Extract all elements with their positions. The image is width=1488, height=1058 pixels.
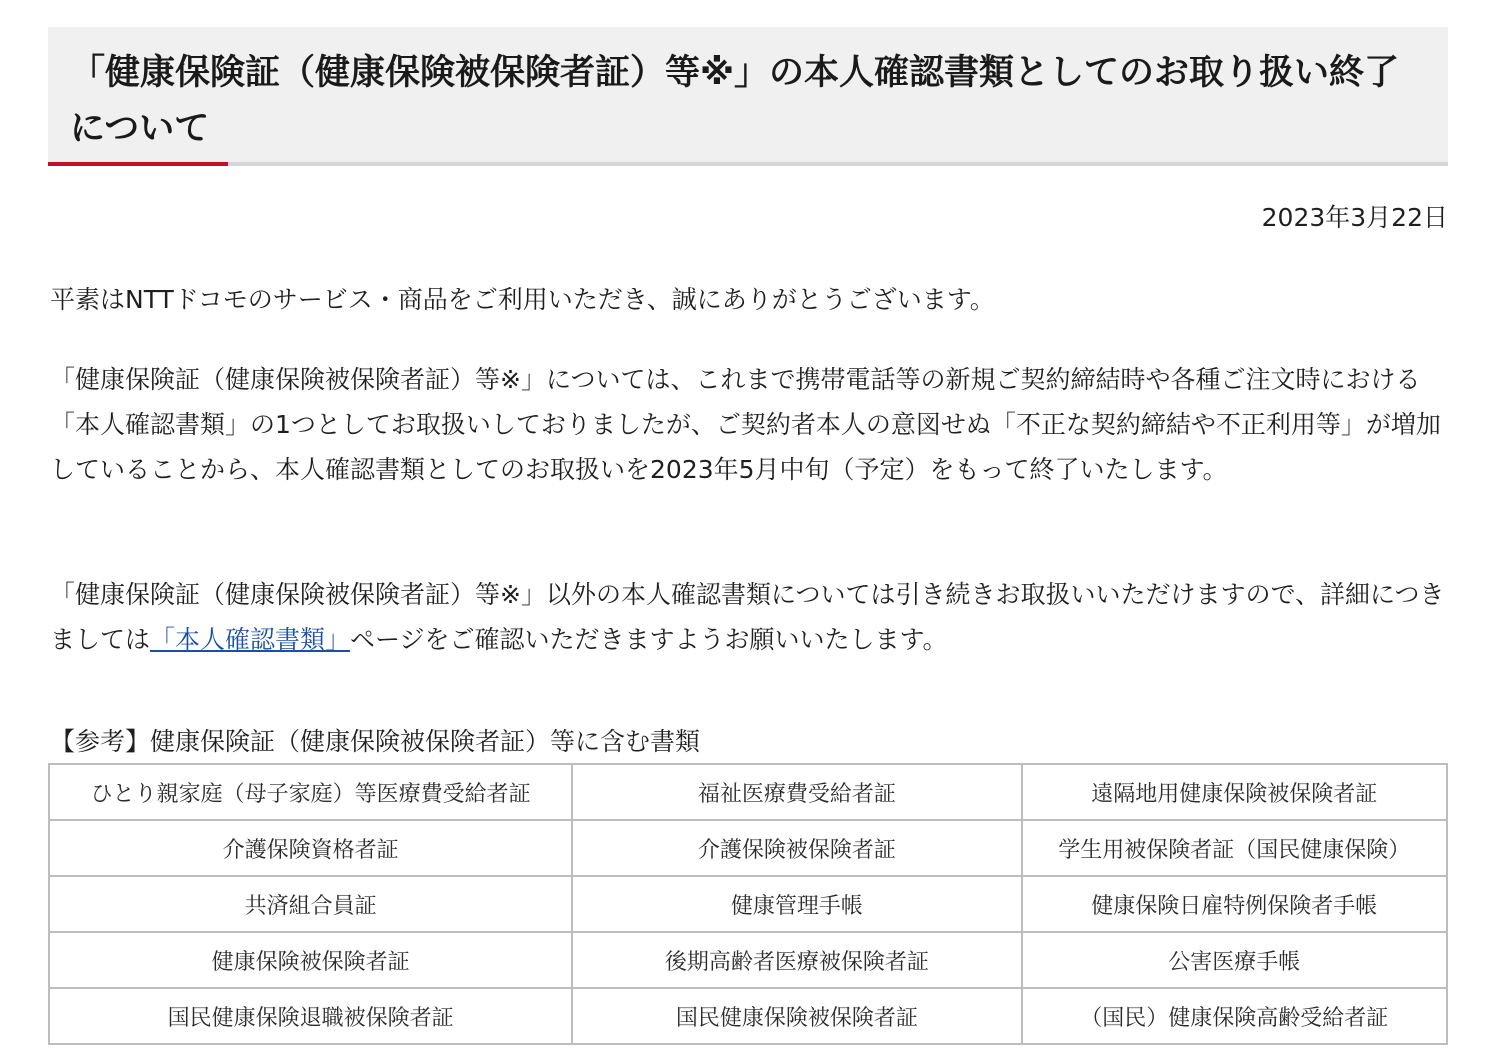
table-cell: 福祉医療費受給者証 (572, 764, 1021, 820)
table-row (49, 932, 1447, 988)
reference-title: 【参考】健康保険証（健康保険被保険者証）等に含む書類 (50, 727, 701, 756)
notice-paragraph: 「健康保険証（健康保険被保険者証）等※」については、これまで携帯電話等の新規ご契約締結時や各種ご注文時における「本人確認書類」の1つとしてお取扱いしておりましたが、ご契約者本人の意図せぬ「不正な契約締結や不正利用等」が増加していることから、本人確認書類としてのお取扱いを2023年5月中旬（予定）をもって終了いたします。 (50, 365, 1441, 484)
other-documents-paragraph (50, 572, 1450, 662)
page-heading-box (48, 27, 1448, 166)
table-cell: 健康保険被保険者証 (49, 932, 572, 988)
table-row (49, 876, 1447, 932)
table-row (49, 988, 1447, 1044)
table-row (49, 820, 1447, 876)
paragraph-text-after-link: ページをご確認いただきますようお願いいたします。 (350, 625, 948, 654)
table-cell: 共済組合員証 (49, 876, 572, 932)
intro-paragraph: 平素はNTTドコモのサービス・商品をご利用いただき、誠にありがとうございます。 (50, 285, 995, 314)
table-cell: 健康管理手帳 (572, 876, 1021, 932)
table-row (49, 764, 1447, 820)
table-cell: 介護保険被保険者証 (572, 820, 1021, 876)
publish-date: 2023年3月22日 (1261, 203, 1448, 232)
table-cell: 遠隔地用健康保険被保険者証 (1022, 764, 1447, 820)
paragraph-text-before-link: 「健康保険証（健康保険被保険者証）等※」以外の本人確認書類については引き続きお取扱いいただけますので、詳細につきましては (50, 580, 1445, 654)
table-cell: 後期高齢者医療被保険者証 (572, 932, 1021, 988)
table-cell: ひとり親家庭（母子家庭）等医療費受給者証 (49, 764, 572, 820)
table-cell: （国民）健康保険高齢受給者証 (1022, 988, 1447, 1044)
table-cell: 公害医療手帳 (1022, 932, 1447, 988)
heading-accent-bar (48, 162, 228, 166)
table-cell: 国民健康保険被保険者証 (572, 988, 1021, 1044)
table-cell: 国民健康保険退職被保険者証 (49, 988, 572, 1044)
table-cell: 健康保険日雇特例保険者手帳 (1022, 876, 1447, 932)
page-title: 「健康保険証（健康保険被保険者証）等※」の本人確認書類としてのお取り扱い終了について (70, 53, 1400, 149)
table-cell: 介護保険資格者証 (49, 820, 572, 876)
identity-documents-link[interactable]: 「本人確認書類」 (150, 625, 351, 654)
reference-table (48, 763, 1448, 1045)
table-cell: 学生用被保険者証（国民健康保険） (1022, 820, 1447, 876)
